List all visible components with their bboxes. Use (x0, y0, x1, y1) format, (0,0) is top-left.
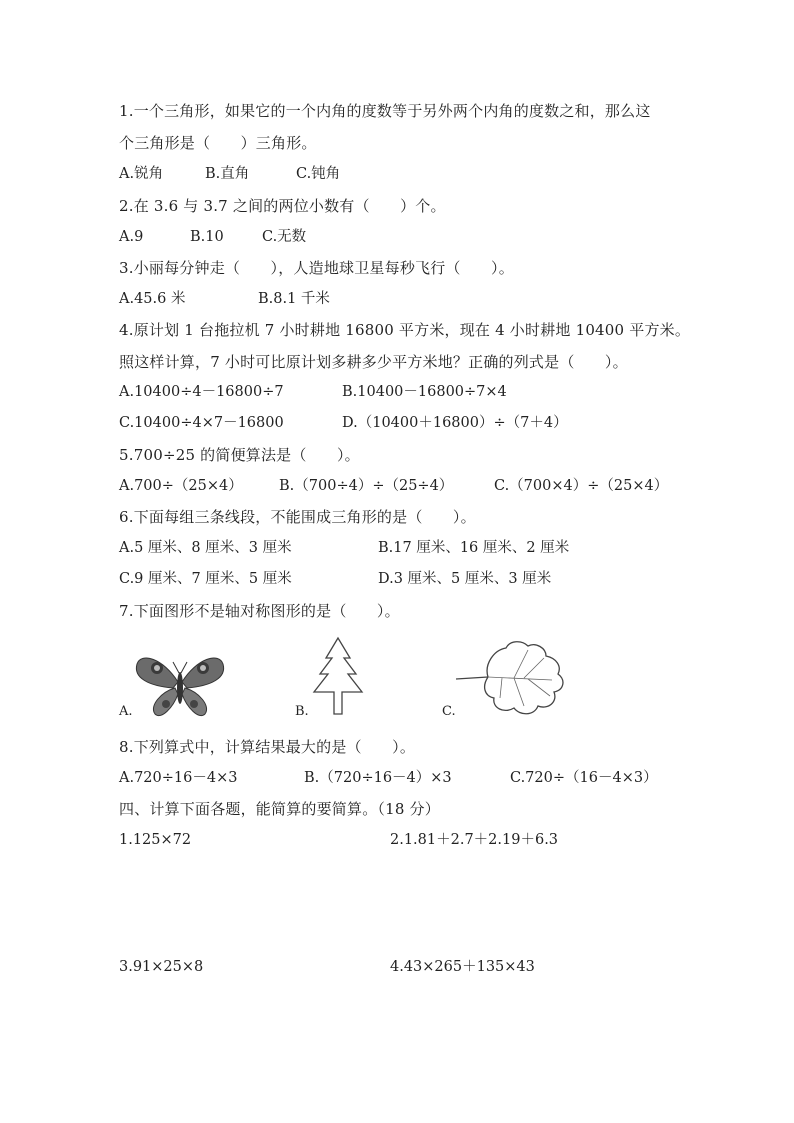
butterfly-icon (133, 650, 227, 720)
q3-option-b: B.8.1 千米 (258, 291, 330, 307)
q7-text: 7.下面图形不是轴对称图形的是（ ）。 (119, 602, 400, 620)
q6-option-a: A.5 厘米、8 厘米、3 厘米 (119, 540, 292, 556)
q5-option-b: B.（700÷4）÷（25÷4） (279, 478, 454, 494)
q4-text-line1: 4.原计划 1 台拖拉机 7 小时耕地 16800 平方米，现在 4 小时耕地 10400 平方米。 (119, 321, 691, 339)
tree-icon (306, 636, 370, 716)
q6-text: 6.下面每组三条线段，不能围成三角形的是（ ）。 (119, 508, 476, 526)
q5-option-c: C.（700×4）÷（25×4） (494, 478, 669, 494)
q4-option-c: C.10400÷4×7－16800 (119, 415, 284, 431)
q8-option-c: C.720÷（16－4×3） (510, 770, 658, 786)
q3-option-a: A.45.6 米 (119, 291, 186, 307)
q2-option-a: A.9 (119, 229, 144, 245)
q4-text-line2: 照这样计算，7 小时可比原计划多耕多少平方米地？正确的列式是（ ）。 (119, 353, 628, 371)
q2-text: 2.在 3.6 与 3.7 之间的两位小数有（ ）个。 (119, 197, 446, 215)
q7-label-a: A. (119, 704, 133, 719)
q8-option-b: B.（720÷16－4）×3 (304, 770, 452, 786)
q4-option-b: B.10400－16800÷7×4 (342, 384, 507, 400)
calc-problem-3: 3.91×25×8 (119, 959, 204, 975)
q8-option-a: A.720÷16－4×3 (119, 770, 238, 786)
q2-option-b: B.10 (190, 229, 224, 245)
q4-option-d: D.（10400＋16800）÷（7＋4） (342, 415, 568, 431)
q6-option-c: C.9 厘米、7 厘米、5 厘米 (119, 571, 292, 587)
q2-option-c: C.无数 (262, 229, 307, 245)
q1-option-a: A.锐角 (119, 166, 164, 182)
q1-option-c: C.钝角 (296, 166, 341, 182)
q1-text-line1: 1.一个三角形，如果它的一个内角的度数等于另外两个内角的度数之和，那么这 (119, 102, 651, 120)
q6-option-d: D.3 厘米、5 厘米、3 厘米 (378, 571, 552, 587)
q1-option-b: B.直角 (205, 166, 250, 182)
calc-problem-2: 2.1.81＋2.7＋2.19＋6.3 (390, 832, 559, 848)
q6-option-b: B.17 厘米、16 厘米、2 厘米 (378, 540, 570, 556)
calc-problem-1: 1.125×72 (119, 832, 192, 848)
q4-option-a: A.10400÷4－16800÷7 (119, 384, 284, 400)
calc-problem-4: 4.43×265＋135×43 (390, 959, 535, 975)
section4-heading: 四、计算下面各题，能简算的要简算。（18 分） (119, 800, 440, 818)
q1-text-line2: 个三角形是（ ）三角形。 (119, 134, 317, 152)
leaf-icon (454, 636, 570, 718)
q5-option-a: A.700÷（25×4） (119, 478, 243, 494)
q7-label-b: B. (295, 704, 309, 719)
q3-text: 3.小丽每分钟走（ ），人造地球卫星每秒飞行（ ）。 (119, 259, 514, 277)
q7-label-c: C. (442, 704, 456, 719)
q8-text: 8.下列算式中，计算结果最大的是（ ）。 (119, 738, 416, 756)
q5-text: 5.700÷25 的简便算法是（ ）。 (119, 446, 360, 464)
